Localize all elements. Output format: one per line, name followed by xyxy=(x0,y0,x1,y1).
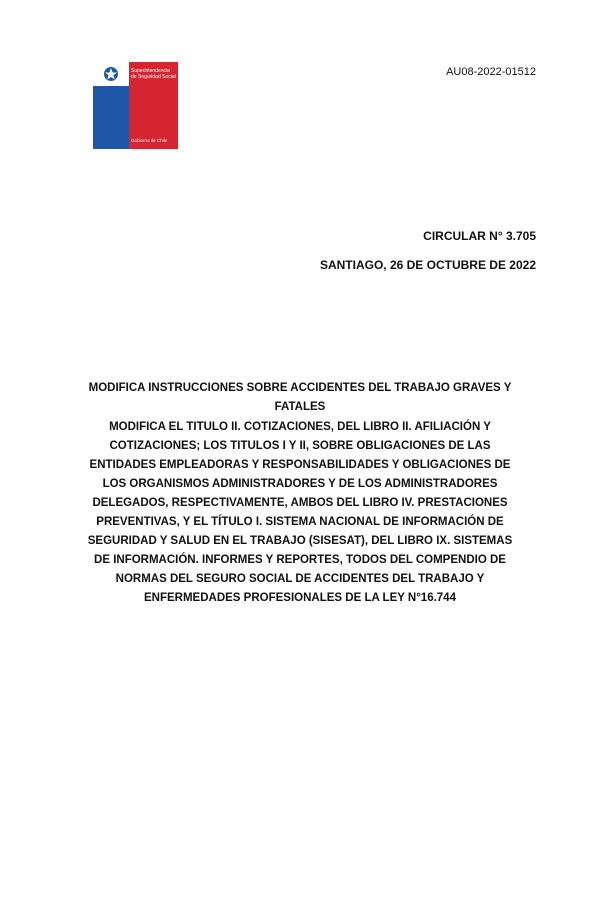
document-code: AU08-2022-01512 xyxy=(446,66,536,78)
logo-government-name: Gobierno de Chile xyxy=(131,138,168,143)
place-date: SANTIAGO, 26 DE OCTUBRE DE 2022 xyxy=(319,258,536,272)
circular-number: CIRCULAR N° 3.705 xyxy=(423,229,536,243)
coat-of-arms-icon xyxy=(93,62,129,86)
logo-organization-name: Superintendencia de Seguridad Social xyxy=(131,68,176,80)
subject-title: MODIFICA INSTRUCCIONES SOBRE ACCIDENTES DEL TRABAJO GRAVES Y FATALES xyxy=(88,382,512,413)
institution-logo xyxy=(93,62,178,149)
subject-body: MODIFICA EL TITULO II. COTIZACIONES, DEL LIBRO II. AFILIACIÓN Y COTIZACIONES; LOS TITULOS I Y II, SOBRE OBLIGACIONES DE LAS ENTIDADES EMPLEADORAS Y RESPONSABILIDADES Y OBLIGACIONES DE LOS ORGANISMOS ADMINISTRADORES Y DE LOS ADMINISTRADORES DELEGADOS, RESPECTIVAMENTE, AMBOS DEL LIBRO IV. PRESTACIONES PREVENTIVAS, Y EL TÍTULO I. SISTEMA NACIONAL DE INFORMACIÓN DE SEGURIDAD Y SALUD EN EL TRABAJO (SISESAT), DEL LIBRO IX. SISTEMAS DE INFORMACIÓN. INFORMES Y REPORTES, TODOS DEL COMPENDIO DE NORMAS DEL SEGURO SOCIAL DE ACCIDENTES DEL TRABAJO Y ENFERMEDADES PROFESIONALES DE LA LEY N°16.744 xyxy=(87,421,513,604)
